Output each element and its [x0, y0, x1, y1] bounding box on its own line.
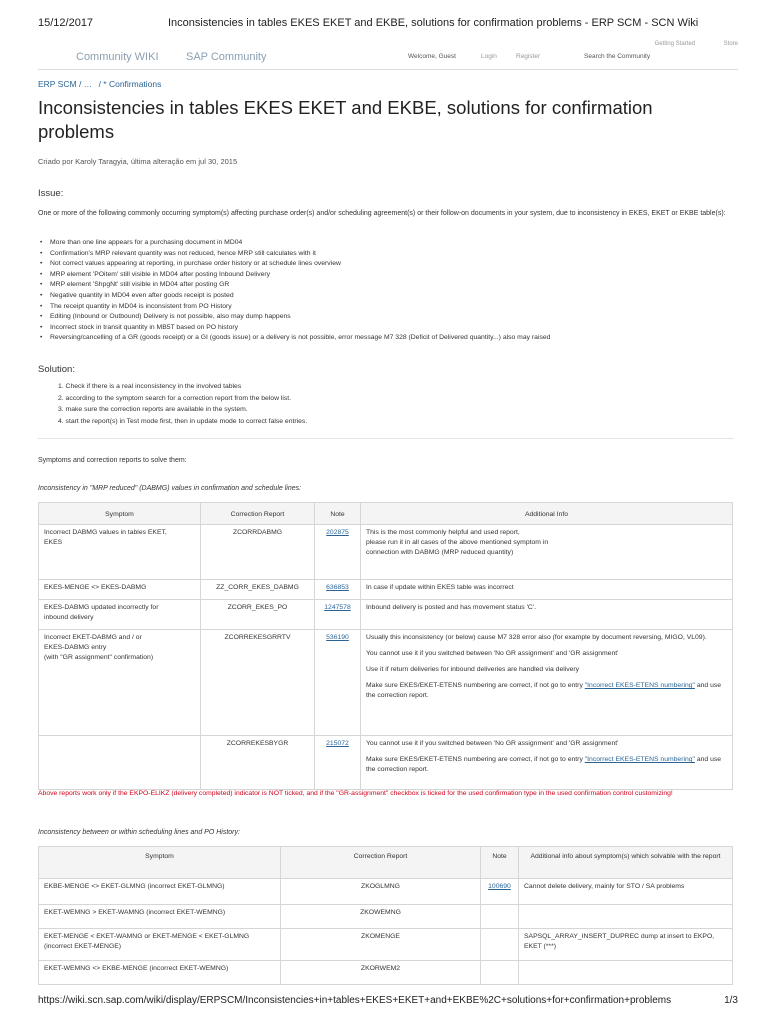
note-cell — [481, 905, 519, 929]
table-header-row — [39, 503, 733, 525]
list-item: • Not correct values appearing at reporting, in purchase order history or at schedule lines overview — [38, 259, 738, 270]
note-cell — [481, 879, 519, 905]
report-cell: ZCORREKESGRRTV — [201, 630, 315, 736]
print-footer — [38, 995, 738, 1009]
column-header: Symptom — [39, 503, 201, 525]
issue-heading: Issue: — [38, 188, 64, 199]
list-item: 1. Check if there is a real inconsistency in the involved tables — [58, 383, 242, 390]
list-item: 2. according to the symptom search for a correction report from the below list. — [58, 394, 292, 402]
report-cell: ZKOGLMNG — [281, 879, 481, 905]
report-cell: ZKORWEM2 — [281, 961, 481, 985]
register-link[interactable]: Register — [516, 53, 541, 60]
breadcrumb-erp-scm[interactable]: ERP SCM — [38, 79, 77, 89]
table-row — [39, 879, 733, 905]
divider — [38, 438, 734, 439]
symptom-cell: Incorrect EKET-DABMG and / or EKES-DABMG entry (with "GR assignment" confirmation) — [39, 630, 201, 736]
table-mrp-reduced — [38, 502, 733, 790]
report-cell: ZKOWEMNG — [281, 905, 481, 929]
note-link[interactable]: 100690 — [488, 883, 511, 890]
breadcrumb — [38, 79, 161, 89]
symptom-cell: EKBE-MENGE <> EKET-GLMNG (incorrect EKET-GLMNG) — [39, 879, 281, 905]
column-header: Additional Info — [361, 503, 733, 525]
page-title: Inconsistencies in tables EKES EKET and EKBE, solutions for confirmation problems — [38, 97, 653, 142]
incorrect-ekes-etens-link[interactable]: "Incorrect EKES-ETENS numbering" — [584, 682, 695, 689]
issue-list — [38, 238, 738, 344]
table-row — [39, 736, 733, 790]
report-cell: ZCORR_EKES_PO — [201, 600, 315, 630]
table-row — [39, 525, 733, 580]
list-item: • Reversing/cancelling of a GR (goods receipt) or a GI (goods issue) or a delivery is not possible, error message M7 328 (Deficit of Delivered quantity...) also may raised — [38, 333, 738, 344]
table2-caption: Inconsistency between or within scheduling lines and PO History: — [38, 829, 240, 836]
info-cell: Inbound delivery is posted and has movement status 'C'. — [361, 600, 733, 630]
sap-community-link[interactable]: SAP Community — [186, 51, 267, 63]
report-cell: ZZ_CORR_EKES_DABMG — [201, 580, 315, 600]
community-wiki-link[interactable]: Community WIKI — [76, 51, 159, 63]
page-url: https://wiki.scn.sap.com/wiki/display/ERPSCM/Inconsistencies+in+tables+EKES+EKET+and+EKBE%2C+solutions+for+confirmation+problems — [38, 995, 672, 1006]
table-row — [39, 905, 733, 929]
info-cell: Usually this inconsistency (or below) cause M7 328 error also (for example by document reversing, MIGO, VL09). You cannot use it if you switched between 'No GR assignment' and 'GR assignment' Use it if return deliveries for inbound deliveries are handled via delivery Make sure EKES/EKET-ETENS numbering are correct, if not go to entry "Incorrect EKES-ETENS numbering" and use the correction report. — [361, 630, 733, 736]
page-number: 1/3 — [724, 995, 738, 1006]
symptom-cell: EKET-WEMNG <> EKBE-MENGE (incorrect EKET-WEMNG) — [39, 961, 281, 985]
column-header: Correction Report — [281, 847, 481, 879]
list-item: • The receipt quantity in MD04 is inconsistent from PO History — [38, 302, 738, 313]
note-cell — [315, 525, 361, 580]
login-link[interactable]: Login — [481, 53, 497, 60]
table-row — [39, 961, 733, 985]
incorrect-ekes-etens-link[interactable]: "Incorrect EKES-ETENS numbering" — [584, 756, 695, 763]
column-header: Note — [481, 847, 519, 879]
list-item: 3. make sure the correction reports are available in the system. — [58, 406, 248, 413]
warning-text: Above reports work only if the EKPO-ELIKZ (delivery completed) indicator is NOT ticked, and if the "GR-assignment" checkbox is ticked for the used confirmation type in the used confirmation control customizing! — [38, 790, 673, 797]
column-header: Symptom — [39, 847, 281, 879]
search-input[interactable]: Search the Community — [584, 53, 651, 60]
note-cell — [315, 580, 361, 600]
report-cell: ZCORRDABMG — [201, 525, 315, 580]
note-link[interactable]: 1247578 — [324, 604, 351, 611]
table-row — [39, 600, 733, 630]
note-link[interactable]: 202875 — [326, 529, 349, 536]
symptoms-intro: Symptoms and correction reports to solve them: — [38, 457, 187, 464]
breadcrumb-ellipsis[interactable]: / … — [78, 79, 93, 89]
list-item: • MRP element 'ShpgNt' still visible in MD04 after posting GR — [38, 280, 738, 291]
table-row — [39, 630, 733, 736]
table-po-history — [38, 846, 733, 985]
column-header: Note — [315, 503, 361, 525]
note-cell — [315, 736, 361, 790]
symptom-cell: Incorrect DABMG values in tables EKET, EKES — [39, 525, 201, 580]
note-link[interactable]: 536190 — [326, 634, 349, 641]
store-link[interactable]: Store — [723, 41, 738, 47]
info-cell: This is the most commonly helpful and used report, please run it in all cases of the above mentioned symptom in connection with DABMG (MRP reduced quantity) — [361, 525, 733, 580]
note-cell — [481, 929, 519, 961]
solution-list — [58, 381, 718, 427]
print-date: 15/12/2017 — [38, 17, 94, 29]
list-item: • Editing (Inbound or Outbound) Delivery is not possible, also may dump happens — [38, 312, 738, 323]
list-item: • Confirmation's MRP relevant quantity was not reduced, hence MRP still calculates with it — [38, 249, 738, 260]
symptom-cell: EKET-MENGE < EKET-WAMNG or EKET-MENGE < EKET-GLMNG (incorrect EKET-MENGE) — [39, 929, 281, 961]
info-cell: In case if update within EKES table was incorrect — [361, 580, 733, 600]
info-cell: You cannot use it if you switched between 'No GR assignment' and 'GR assignment' Make sure EKES/EKET-ETENS numbering are correct, if not go to entry "Incorrect EKES-ETENS numbering" and use the correction report. — [361, 736, 733, 790]
top-navigation — [38, 38, 738, 70]
symptom-cell — [39, 736, 201, 790]
info-cell — [519, 961, 733, 985]
report-cell: ZCORREKESBYGR — [201, 736, 315, 790]
symptom-cell: EKES-DABMG updated incorrectly for inbound delivery — [39, 600, 201, 630]
table-header-row — [39, 847, 733, 879]
byline: Criado por Karoly Taragyia, última alteração em jul 30, 2015 — [38, 157, 238, 166]
getting-started-link[interactable]: Getting Started — [654, 41, 695, 47]
symptom-cell: EKET-WEMNG > EKET-WAMNG (incorrect EKET-WEMNG) — [39, 905, 281, 929]
note-cell — [315, 630, 361, 736]
table-row — [39, 929, 733, 961]
print-title: Inconsistencies in tables EKES EKET and EKBE, solutions for confirmation problems - ERP SCM - SCN Wiki — [168, 17, 699, 29]
solution-heading: Solution: — [38, 364, 75, 375]
info-cell: Cannot delete delivery, mainly for STO / SA problems — [519, 879, 733, 905]
column-header: Correction Report — [201, 503, 315, 525]
list-item: • MRP element 'POitem' still visible in MD04 after posting Inbound Delivery — [38, 270, 738, 281]
welcome-text: Welcome, Guest — [408, 53, 456, 60]
info-cell: SAPSQL_ARRAY_INSERT_DUPREC dump at insert to EKPO, EKET (***) — [519, 929, 733, 961]
breadcrumb-confirmations[interactable]: / * Confirmations — [98, 79, 162, 89]
print-header — [38, 17, 738, 29]
note-cell — [315, 600, 361, 630]
issue-intro: One or more of the following commonly occurring symptom(s) affecting purchase order(s) and/or scheduling agreement(s) or their follow-on documents in your system, due to inconsistency in EKES, EKET or EKBE table(s): — [38, 210, 726, 217]
column-header: Additional info about symptom(s) which solvable with the report — [519, 847, 733, 879]
symptom-cell: EKES-MENGE <> EKES-DABMG — [39, 580, 201, 600]
table-row — [39, 580, 733, 600]
table1-caption: Inconsistency in "MRP reduced" (DABMG) values in confirmation and schedule lines: — [38, 485, 302, 492]
note-link[interactable]: 215072 — [326, 740, 349, 747]
list-item: • More than one line appears for a purchasing document in MD04 — [38, 238, 738, 249]
note-cell — [481, 961, 519, 985]
note-link[interactable]: 636853 — [326, 584, 349, 591]
list-item: • Incorrect stock in transit quantity in MB5T based on PO history — [38, 323, 738, 334]
info-cell — [519, 905, 733, 929]
list-item: 4. start the report(s) in Test mode first, then in update mode to correct false entries. — [58, 417, 308, 425]
report-cell: ZKOMENGE — [281, 929, 481, 961]
list-item: • Negative quantity in MD04 even after goods receipt is posted — [38, 291, 738, 302]
